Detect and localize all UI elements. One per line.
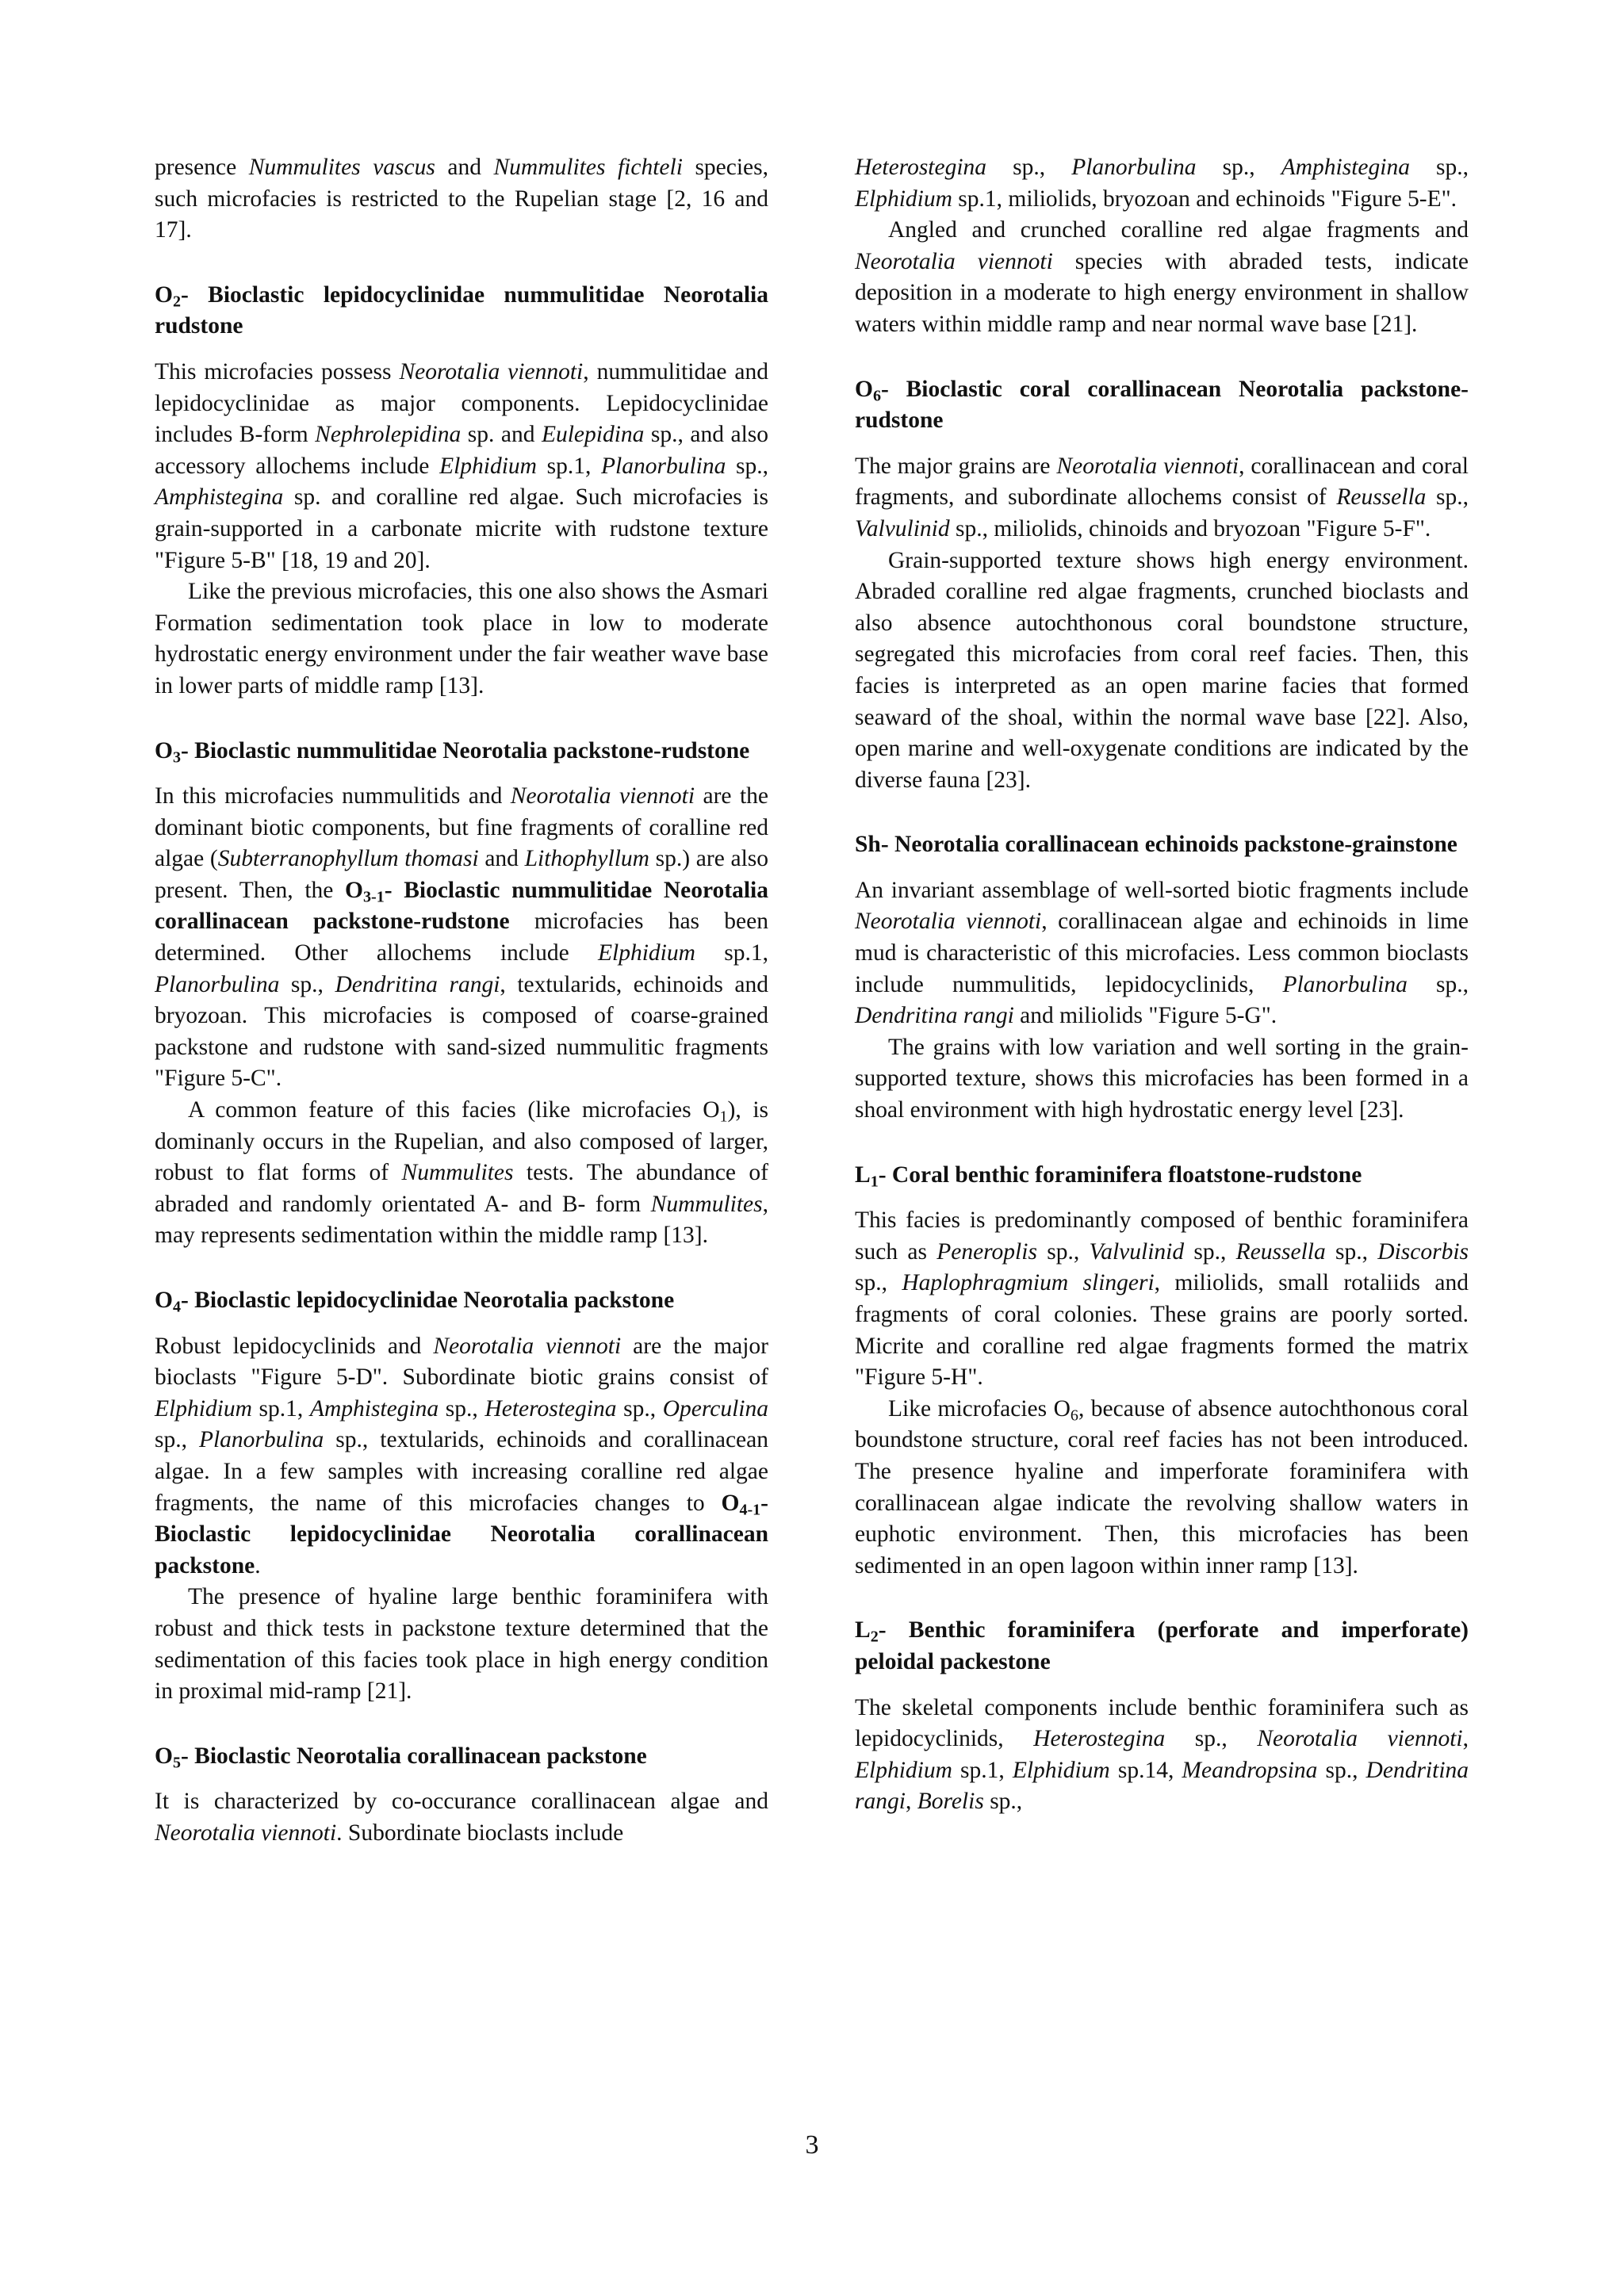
paragraph: The presence of hyaline large benthic foraminifera with robust and thick tests in packstone texture determined that the sedimentation of this facies took place in high energy condition in proximal mid-ramp [21]. bbox=[155, 1584, 768, 1705]
paragraph: The skeletal components include benthic foraminifera such as lepidocyclinids, Heterostegina sp., Neorotalia viennoti, Elphidium sp.1, Elphidium sp.14, Meandropsina sp., Dendritina rangi, Borelis sp., bbox=[855, 1694, 1469, 1815]
section-heading-o2: $O_2-$ Bioclastic lepidocyclinidae nummulitidae Neorotalia rudstone bbox=[155, 281, 768, 339]
italic-run: Meandropsina bbox=[1182, 1757, 1318, 1783]
paragraph: In this microfacies nummulitids and Neorotalia viennoti are the dominant biotic components, but fine fragments of coralline red algae (Subterranophyllum thomasi and Lithophyllum sp.) are also present. Then, the $O_{3-1}-$ Bioclastic nummulitidae Neorotalia corallinacean packstone-rudstone microfacies has been determined. Other allochems include Elphidium sp.1, Planorbulina sp., Dendritina rangi, textularids, echinoids and bryozoan. This microfacies is composed of coarse-grained packstone and rudstone with sand-sized nummulitic fragments "Figure 5-C". bbox=[155, 783, 769, 1092]
section-heading-o3: $O_3-$ Bioclastic nummulitidae Neorotalia packstone-rudstone bbox=[155, 737, 750, 767]
italic-run: Haplophragmium slingeri bbox=[902, 1270, 1155, 1296]
section-heading-sh: Sh- Neorotalia corallinacean echinoids packstone-grainstone bbox=[855, 832, 1457, 858]
right-column bbox=[855, 152, 1469, 1818]
paragraph: A common feature of this facies (like microfacies $O_1$), is dominanly occurs in the Rupelian, and also composed of larger, robust to flat forms of Nummulites tests. The abundance of abraded and randomly orientated A- and B- form Nummulites, may represents sedimentation within the middle ramp [13]. bbox=[155, 1097, 769, 1249]
italic-run: Reussella bbox=[1235, 1238, 1326, 1265]
paragraph: Grain-supported texture shows high energy environment. Abraded coralline red algae fragments, crunched bioclasts and also absence autochthonous coral boundstone structure, segregated this microfacies from coral reef facies. Then, this facies is interpreted as an open marine facies that formed seaward of the shoal, within the normal wave base [22]. Also, open marine and well-oxygenate conditions are indicated by the diverse fauna [23]. bbox=[855, 547, 1469, 793]
subscript: 5 bbox=[172, 1754, 181, 1772]
paragraph: An invariant assemblage of well-sorted biotic fragments include Neorotalia viennoti, corallinacean algae and echinoids in lime mud is characteristic of this microfacies. Less common bioclasts include nummulitids, lepidocyclinids, Planorbulina sp., Dendritina rangi and miliolids "Figure 5-G". bbox=[855, 877, 1469, 1029]
italic-run: Amphistegina bbox=[309, 1395, 439, 1422]
italic-run: Valvulinid bbox=[855, 515, 950, 541]
italic-run: Operculina bbox=[662, 1395, 768, 1422]
italic-run: Nummulites bbox=[401, 1160, 514, 1186]
italic-run: Heterostegina bbox=[1033, 1726, 1166, 1752]
paragraph: presence Nummulites vascus and Nummulites fichteli species, such microfacies is restricted to the Rupelian stage [2, 16 and 17]. bbox=[155, 155, 768, 243]
italic-run: Neorotalia viennoti bbox=[433, 1333, 622, 1359]
italic-run: Nummulites bbox=[650, 1191, 763, 1217]
bold-subscript: 3-1 bbox=[363, 888, 385, 906]
italic-run: Elphidium bbox=[1012, 1757, 1110, 1783]
italic-run: Neorotalia viennoti bbox=[1257, 1726, 1463, 1752]
italic-run: Nephrolepidina bbox=[315, 422, 462, 448]
italic-run: Amphistegina bbox=[155, 484, 284, 511]
italic-run: Elphidium bbox=[598, 940, 695, 966]
italic-run: Neorotalia viennoti bbox=[510, 783, 695, 809]
paragraph: This microfacies possess Neorotalia viennoti, nummulitidae and lepidocyclinidae as major components. Lepidocyclinidae includes B-form Nephrolepidina sp. and Eulepidina sp., and also accessory allochems include Elphidium sp.1, Planorbulina sp., Amphistegina sp. and coralline red algae. Such microfacies is grain-supported in a carbonate micrite with rudstone texture "Figure 5-B" [18, 19 and 20]. bbox=[155, 358, 769, 573]
italic-run: Neorotalia viennoti bbox=[1056, 453, 1239, 479]
italic-run: Borelis bbox=[917, 1789, 984, 1815]
italic-run: Peneroplis bbox=[936, 1238, 1037, 1265]
subscript: 2 bbox=[870, 1628, 879, 1646]
italic-run: Neorotalia viennoti bbox=[855, 909, 1042, 935]
italic-run: Subterranophyllum thomasi bbox=[217, 846, 479, 872]
subscript: 2 bbox=[172, 293, 181, 311]
section-heading-o5: $O_5-$ Bioclastic Neorotalia corallinacean packstone bbox=[155, 1743, 647, 1772]
italic-run: Planorbulina bbox=[1071, 155, 1197, 180]
page-number: 3 bbox=[805, 2130, 819, 2160]
section-heading-l2: $L_2-$ Benthic foraminifera (perforate and imperforate) peloidal packestone bbox=[855, 1617, 1469, 1674]
section-heading-o6: $O_6-$ Bioclastic coral corallinacean Neorotalia packstone-rudstone bbox=[855, 376, 1469, 434]
italic-run: Elphidium bbox=[155, 1395, 252, 1422]
italic-run: Planorbulina bbox=[1282, 971, 1408, 997]
italic-run: Neorotalia viennoti bbox=[855, 248, 1053, 274]
italic-run: Heterostegina bbox=[485, 1395, 617, 1422]
italic-run: Elphidium bbox=[855, 1757, 952, 1783]
paragraph: Like microfacies $O_6$, because of absence autochthonous coral boundstone structure, coral reef facies has not been introduced. The presence hyaline and imperforate foraminifera with corallinacean algae indicate the revolving shallow waters in euphotic environment. Then, this microfacies has been sedimented in an open lagoon within inner ramp [13]. bbox=[855, 1395, 1469, 1578]
italic-run: Dendritina rangi bbox=[855, 1003, 1014, 1029]
italic-run: Planorbulina bbox=[601, 453, 726, 479]
paragraph: The grains with low variation and well sorting in the grain-supported texture, shows this microfacies has been formed in a shoal environment with high hydrostatic energy level [23]. bbox=[855, 1034, 1469, 1123]
paragraph: Like the previous microfacies, this one also shows the Asmari Formation sedimentation took place in low to moderate hydrostatic energy environment under the fair weather wave base in lower parts of middle ramp [13]. bbox=[155, 579, 768, 698]
subscript: 3 bbox=[172, 748, 181, 767]
italic-run: Neorotalia viennoti bbox=[155, 1820, 337, 1846]
italic-run: Reussella bbox=[1336, 484, 1427, 511]
italic-run: Discorbis bbox=[1377, 1238, 1469, 1265]
italic-run: Eulepidina bbox=[541, 422, 645, 448]
subscript: 6 bbox=[1070, 1406, 1078, 1425]
bold-subscript: 4-1 bbox=[739, 1501, 761, 1519]
italic-run: Amphistegina bbox=[1281, 155, 1410, 180]
left-column bbox=[155, 152, 768, 1850]
paragraph: The major grains are Neorotalia viennoti, corallinacean and coral fragments, and subordinate allochems consist of Reussella sp., Valvulinid sp., miliolids, chinoids and bryozoan "Figure 5-F". bbox=[855, 453, 1469, 541]
italic-run: Planorbulina bbox=[155, 971, 280, 997]
italic-run: Planorbulina bbox=[198, 1427, 324, 1453]
section-heading-l1: $L_1-$ Coral benthic foraminifera floatstone-rudstone bbox=[855, 1161, 1362, 1191]
paragraph: Angled and crunched coralline red algae fragments and Neorotalia viennoti species with abraded tests, indicate deposition in a moderate to high energy environment in shallow waters within middle ramp and near normal wave base [21]. bbox=[855, 217, 1469, 337]
paragraph: Robust lepidocyclinids and Neorotalia viennoti are the major bioclasts "Figure 5-D". Subordinate biotic grains consist of Elphidium sp.1, Amphistegina sp., Heterostegina sp., Operculina sp., Planorbulina sp., textularids, echinoids and corallinacean algae. In a few samples with increasing coralline red algae fragments, the name of this microfacies changes to $O_{4-1}-$ Bioclastic lepidocyclinidae Neorotalia corallinacean packstone. bbox=[155, 1333, 768, 1578]
italic-run: Valvulinid bbox=[1089, 1238, 1185, 1265]
paragraph: This facies is predominantly composed of benthic foraminifera such as Peneroplis sp., Valvulinid sp., Reussella sp., Discorbis sp., Haplophragmium slingeri, miliolids, small rotaliids and fragments of coral colonies. These grains are poorly sorted. Micrite and coralline red algae fragments formed the matrix "Figure 5-H". bbox=[855, 1207, 1469, 1391]
italic-run: Heterostegina bbox=[855, 155, 987, 180]
italic-run: Elphidium bbox=[855, 186, 952, 212]
subscript: 1 bbox=[870, 1173, 879, 1191]
italic-run: Elphidium bbox=[439, 453, 537, 479]
italic-run: Nummulites vascus bbox=[248, 155, 435, 180]
italic-run: Neorotalia viennoti bbox=[399, 358, 584, 385]
italic-run: Dendritina rangi bbox=[335, 971, 500, 997]
italic-run: Lithophyllum bbox=[524, 846, 649, 872]
subscript: 6 bbox=[872, 387, 881, 405]
bold-run: - Bioclastic lepidocyclinidae Neorotalia corallinacean packstone bbox=[155, 1490, 768, 1578]
paragraph: Heterostegina sp., Planorbulina sp., Amphistegina sp., Elphidium sp.1, miliolids, bryozoan and echinoids "Figure 5-E". bbox=[855, 155, 1469, 212]
paragraph: It is characterized by co-occurance corallinacean algae and Neorotalia viennoti. Subordinate bioclasts include bbox=[155, 1789, 768, 1846]
subscript: 1 bbox=[719, 1108, 728, 1126]
italic-run: Dendritina rangi bbox=[855, 1757, 1469, 1815]
bold-run: O bbox=[345, 877, 363, 903]
bold-run: - Bioclastic nummulitidae Neorotalia corallinacean packstone-rudstone bbox=[155, 877, 768, 935]
section-heading-o4: $O_4-$ Bioclastic lepidocyclinidae Neorotalia packstone bbox=[155, 1288, 675, 1316]
subscript: 4 bbox=[172, 1298, 181, 1316]
italic-run: Nummulites fichteli bbox=[493, 155, 683, 180]
bold-run: O bbox=[721, 1490, 740, 1516]
